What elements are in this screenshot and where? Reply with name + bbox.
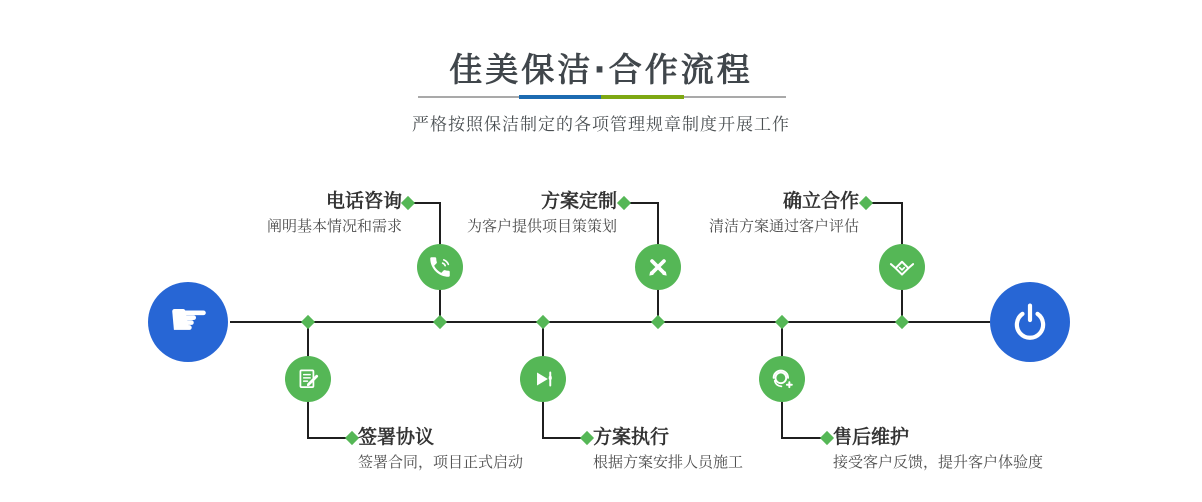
step-title: 售后维护 [833, 426, 910, 448]
step-title: 方案定制 [540, 190, 617, 212]
step-desc: 签署合同，项目正式启动 [358, 453, 524, 471]
step-title: 电话咨询 [325, 190, 402, 212]
step-label-plan [467, 190, 617, 236]
timeline-node-diamond [433, 315, 447, 329]
handshake-icon [888, 253, 916, 281]
start-node [148, 282, 228, 362]
timeline-node-diamond [536, 315, 550, 329]
timeline-node-diamond [651, 315, 665, 329]
step-desc: 为客户提供项目策策划 [466, 217, 617, 235]
point-right-hand-icon: ☛ [168, 292, 210, 346]
step-title: 签署协议 [358, 426, 435, 448]
label-node-diamond [345, 431, 359, 445]
step-title: 确立合作 [782, 190, 859, 212]
label-node-diamond [617, 196, 631, 210]
step-label-aftersale [833, 426, 1043, 472]
label-node-diamond [580, 431, 594, 445]
step-node-aftersale [759, 356, 805, 402]
step-desc: 阐明基本情况和需求 [266, 217, 402, 235]
step-label-execute [593, 426, 743, 472]
step-node-execute [520, 356, 566, 402]
page-subtitle: 严格按照保洁制定的各项管理规章制度开展工作 [412, 115, 790, 135]
crossed-pencils-icon [645, 254, 671, 280]
step-node-contract [285, 356, 331, 402]
step-title: 方案执行 [593, 426, 670, 448]
step-node-cooperate [879, 244, 925, 290]
step-label-phone [267, 190, 402, 236]
timeline-node-diamond [895, 315, 909, 329]
divider-blue-segment [519, 95, 601, 99]
page-title: 佳美保洁·合作流程 [449, 50, 753, 89]
label-node-diamond [820, 431, 834, 445]
timeline-node-diamond [775, 315, 789, 329]
step-node-phone [417, 244, 463, 290]
step-desc: 根据方案安排人员施工 [593, 453, 744, 471]
power-icon [1009, 301, 1051, 343]
divider-green-segment [601, 95, 684, 99]
timeline-line [230, 321, 990, 323]
end-node [990, 282, 1070, 362]
step-desc: 清洁方案通过客户评估 [708, 217, 859, 235]
step-label-cooperate [709, 190, 859, 236]
play-slider-icon [530, 366, 556, 392]
customer-service-icon [768, 365, 796, 393]
timeline-node-diamond [301, 315, 315, 329]
contract-pen-icon [295, 366, 321, 392]
step-node-plan [635, 244, 681, 290]
step-desc: 接受客户反馈，提升客户体验度 [833, 453, 1044, 471]
label-node-diamond [859, 196, 873, 210]
label-node-diamond [401, 196, 415, 210]
step-label-contract [358, 426, 523, 472]
phone-call-icon [427, 254, 453, 280]
